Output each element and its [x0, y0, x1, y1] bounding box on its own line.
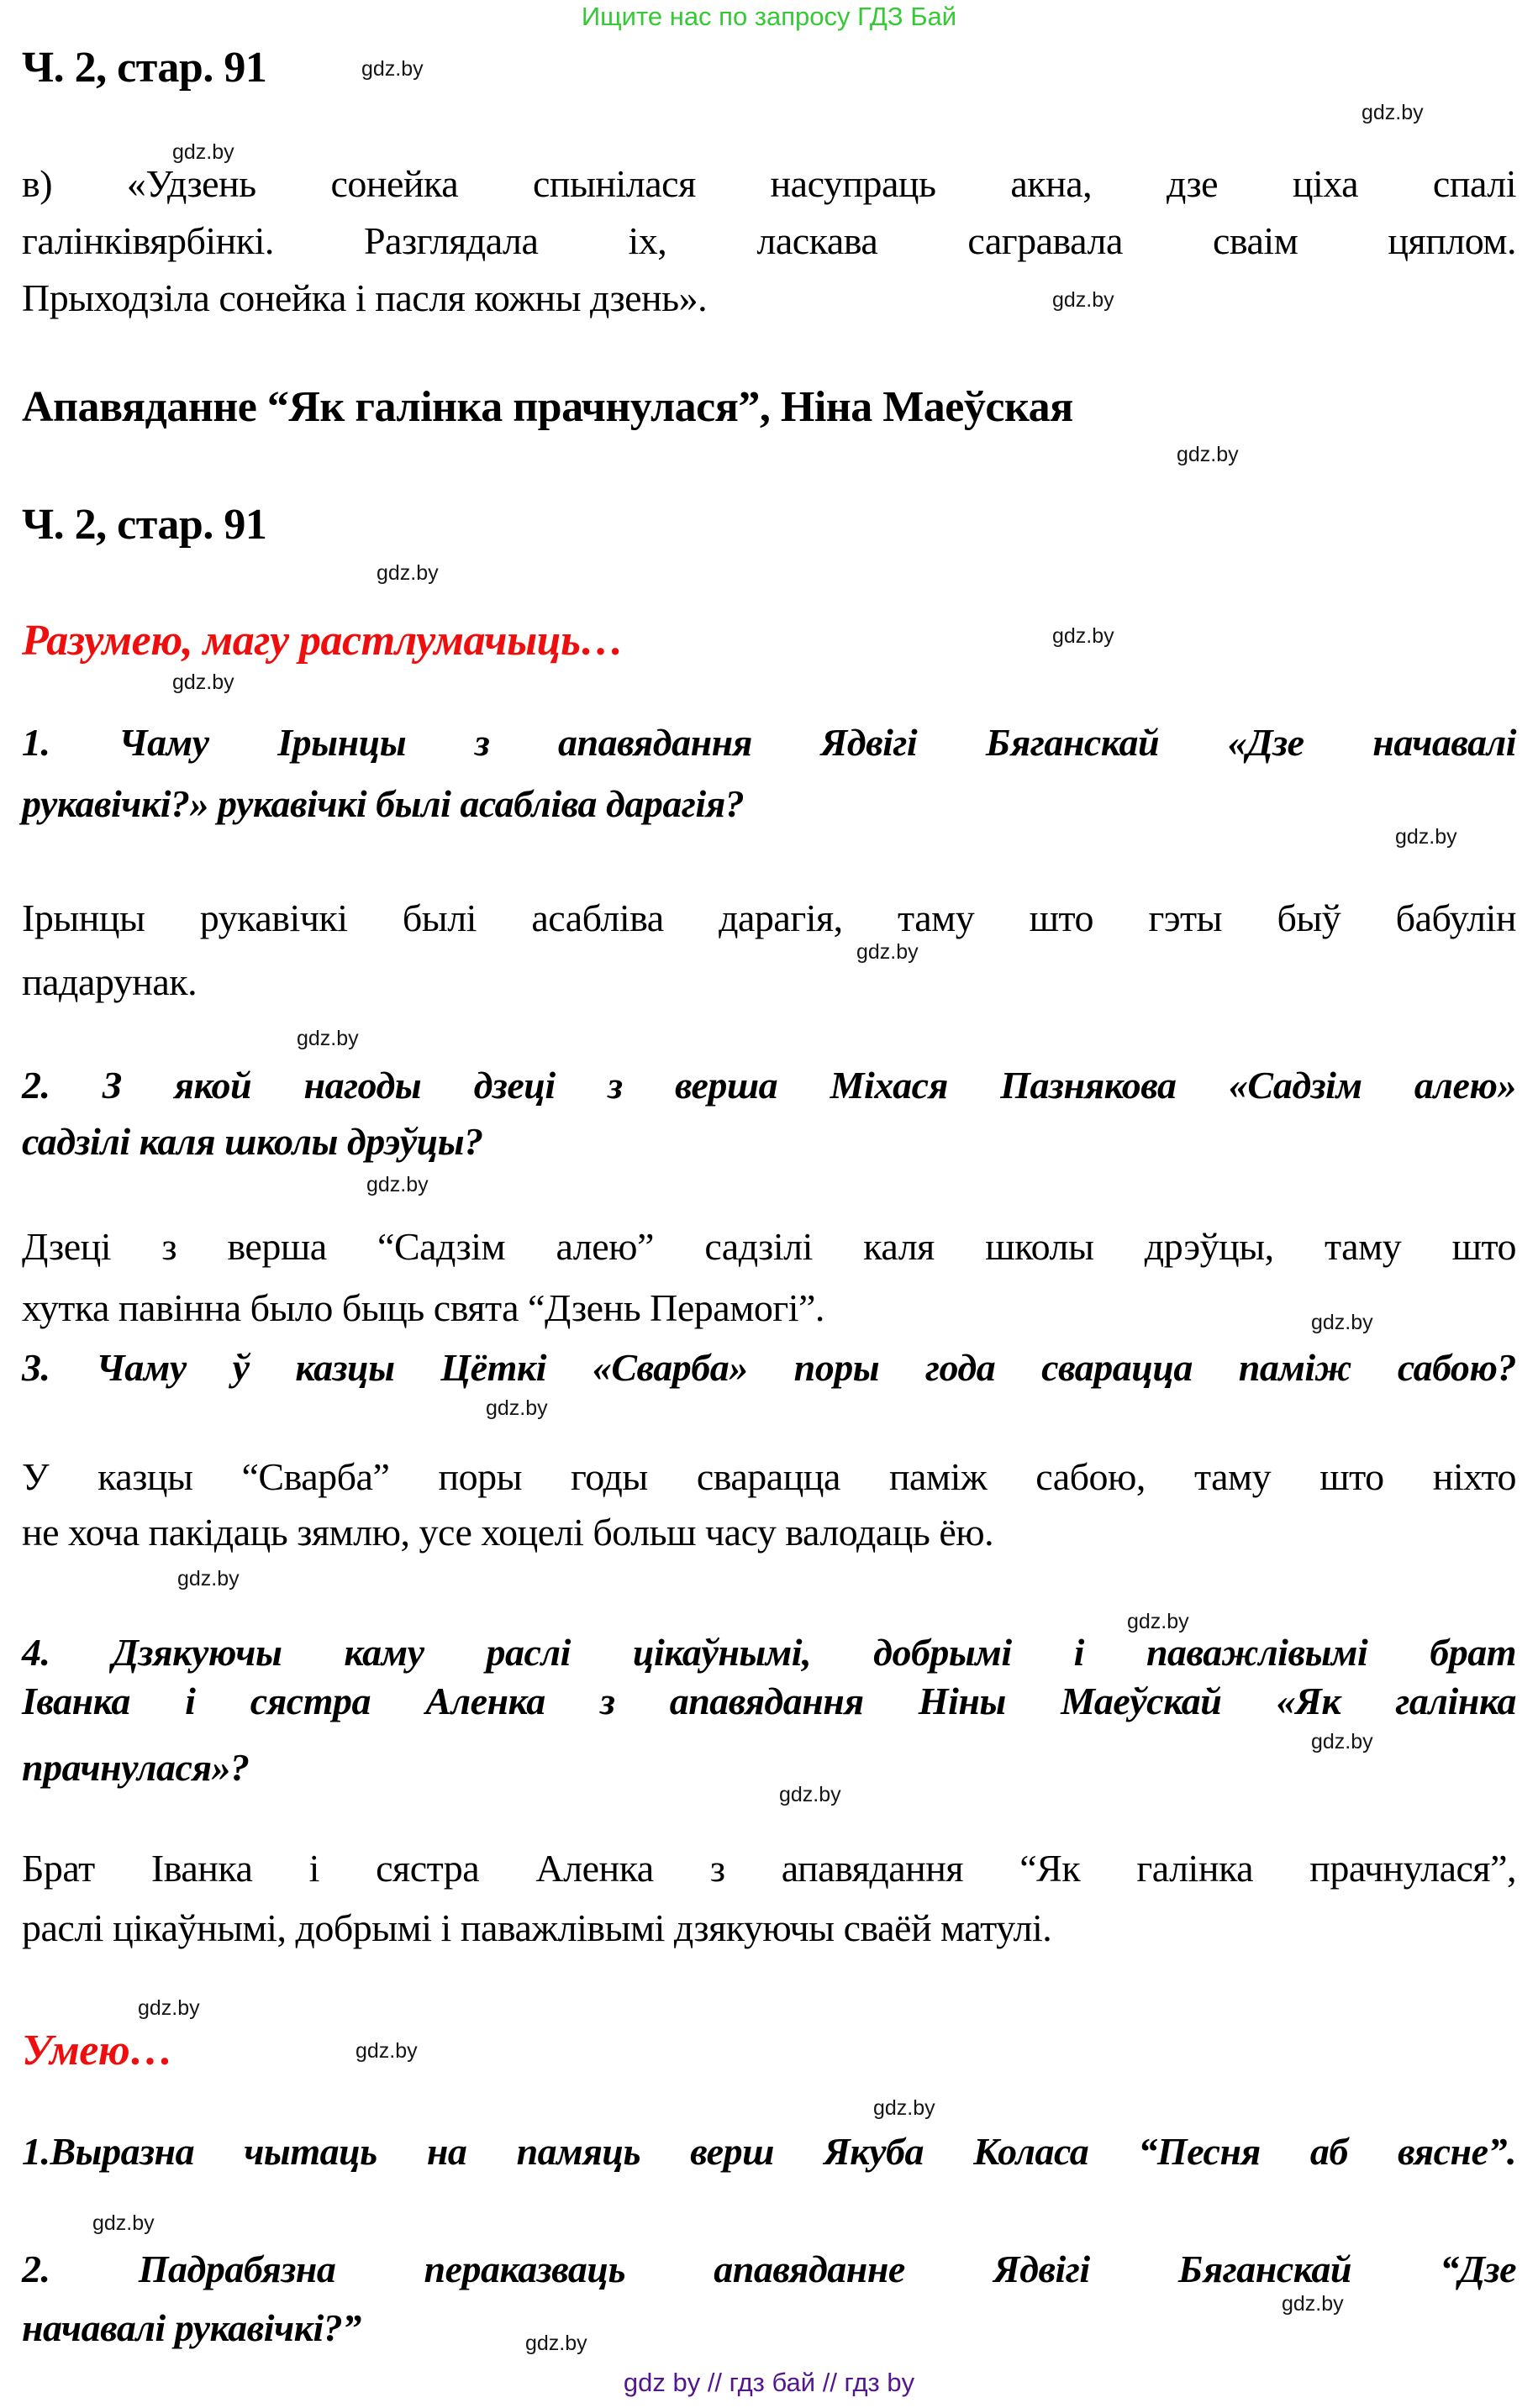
footer-links[interactable]: gdz by // гдз бай // гдз by	[623, 2368, 915, 2397]
answer-3-line: У казцы “Сварба” поры годы сварацца паміж сабою, таму што ніхто	[22, 1455, 1516, 1498]
gdzby-watermark: gdz.by	[377, 561, 439, 585]
question-1-line: рукавічкі?» рукавічкі былі асабліва дарагія?	[22, 782, 745, 825]
gdzby-watermark: gdz.by	[172, 140, 234, 164]
gdzby-watermark: gdz.by	[486, 1396, 548, 1420]
promo-banner: Ищите нас по запросу ГДЗ Бай	[581, 2, 957, 31]
gdzby-watermark: gdz.by	[138, 1996, 200, 2020]
section-heading-understand: Разумею, магу растлумачыць…	[22, 617, 624, 665]
gdzby-watermark: gdz.by	[856, 940, 919, 964]
section-heading-able: Умею…	[22, 2027, 173, 2074]
gdzby-watermark: gdz.by	[356, 2039, 418, 2063]
gdzby-watermark: gdz.by	[1311, 1311, 1373, 1334]
gdzby-watermark: gdz.by	[1177, 443, 1239, 466]
gdzby-watermark: gdz.by	[361, 57, 424, 81]
quote-line: в) «Удзень сонейка спынілася насупраць акна, дзе ціха спалі	[22, 162, 1516, 205]
skill-1-line: 1.Выразна чытаць на памяць верш Якуба Коласа “Песня аб вясне”.	[22, 2130, 1516, 2173]
skill-2-line: 2. Падрабязна пераказваць апавяданне Ядвігі Бяганскай “Дзе	[22, 2248, 1516, 2290]
answer-4-line: Брат Іванка і сястра Аленка з апавядання “Як галінка прачнулася”,	[22, 1847, 1516, 1890]
gdzby-watermark: gdz.by	[1362, 101, 1424, 124]
page-reference-top: Ч. 2, стар. 91	[22, 44, 267, 92]
gdzby-watermark: gdz.by	[1395, 825, 1457, 849]
skill-2-line: начавалі рукавічкі?”	[22, 2306, 361, 2349]
gdzby-watermark: gdz.by	[366, 1173, 429, 1196]
answer-4-line: раслі цікаўнымі, добрымі і паважлівымі дзякуючы сваёй матулі.	[22, 1906, 1052, 1949]
answer-2-line: хутка павінна было быць свята “Дзень Перамогі”.	[22, 1286, 824, 1329]
question-4-line: прачнулася»?	[22, 1746, 250, 1789]
gdzby-watermark: gdz.by	[297, 1027, 359, 1050]
gdzby-watermark: gdz.by	[172, 670, 234, 694]
quote-line: Прыходзіла сонейка і пасля кожны дзень».	[22, 276, 708, 319]
question-3-line: 3. Чаму ў казцы Цёткі «Сварба» поры года сварацца паміж сабою?	[22, 1346, 1516, 1389]
question-2-line: 2. З якой нагоды дзеці з верша Міхася Пазнякова «Садзім алею»	[22, 1064, 1516, 1107]
gdzby-watermark: gdz.by	[1127, 1610, 1189, 1633]
answer-3-line: не хоча пакідаць зямлю, усе хоцелі больш часу валодаць ёю.	[22, 1511, 994, 1554]
story-title: Апавяданне “Як галінка прачнулася”, Ніна Маеўская	[22, 383, 1073, 431]
gdzby-watermark: gdz.by	[779, 1783, 841, 1806]
gdzby-watermark: gdz.by	[1052, 624, 1114, 648]
question-2-line: садзілі каля школы дрэўцы?	[22, 1120, 483, 1163]
answer-2-line: Дзеці з верша “Садзім алею” садзілі каля школы дрэўцы, таму што	[22, 1225, 1516, 1268]
question-1-line: 1. Чаму Ірынцы з апавядання Ядвігі Бяганскай «Дзе начавалі	[22, 721, 1516, 764]
gdzby-watermark: gdz.by	[1282, 2292, 1344, 2316]
gdzby-watermark: gdz.by	[1052, 288, 1114, 312]
gdzby-watermark: gdz.by	[873, 2096, 935, 2120]
quote-line: галінківярбінкі. Разглядала іх, ласкава сагравала сваім цяплом.	[22, 219, 1516, 262]
gdzby-watermark: gdz.by	[177, 1567, 240, 1590]
answer-1-line: падарунак.	[22, 960, 198, 1003]
gdzby-watermark: gdz.by	[92, 2211, 155, 2235]
question-4-line: 4. Дзякуючы каму раслі цікаўнымі, добрымі і паважлівымі брат	[22, 1631, 1516, 1674]
question-4-line: Іванка і сястра Аленка з апавядання Ніны Маеўскай «Як галінка	[22, 1680, 1516, 1722]
gdzby-watermark: gdz.by	[1311, 1730, 1373, 1753]
answer-1-line: Ірынцы рукавічкі былі асабліва дарагія, таму што гэты быў бабулін	[22, 896, 1516, 939]
gdzby-watermark: gdz.by	[525, 2332, 587, 2355]
page-reference-mid: Ч. 2, стар. 91	[22, 501, 267, 549]
